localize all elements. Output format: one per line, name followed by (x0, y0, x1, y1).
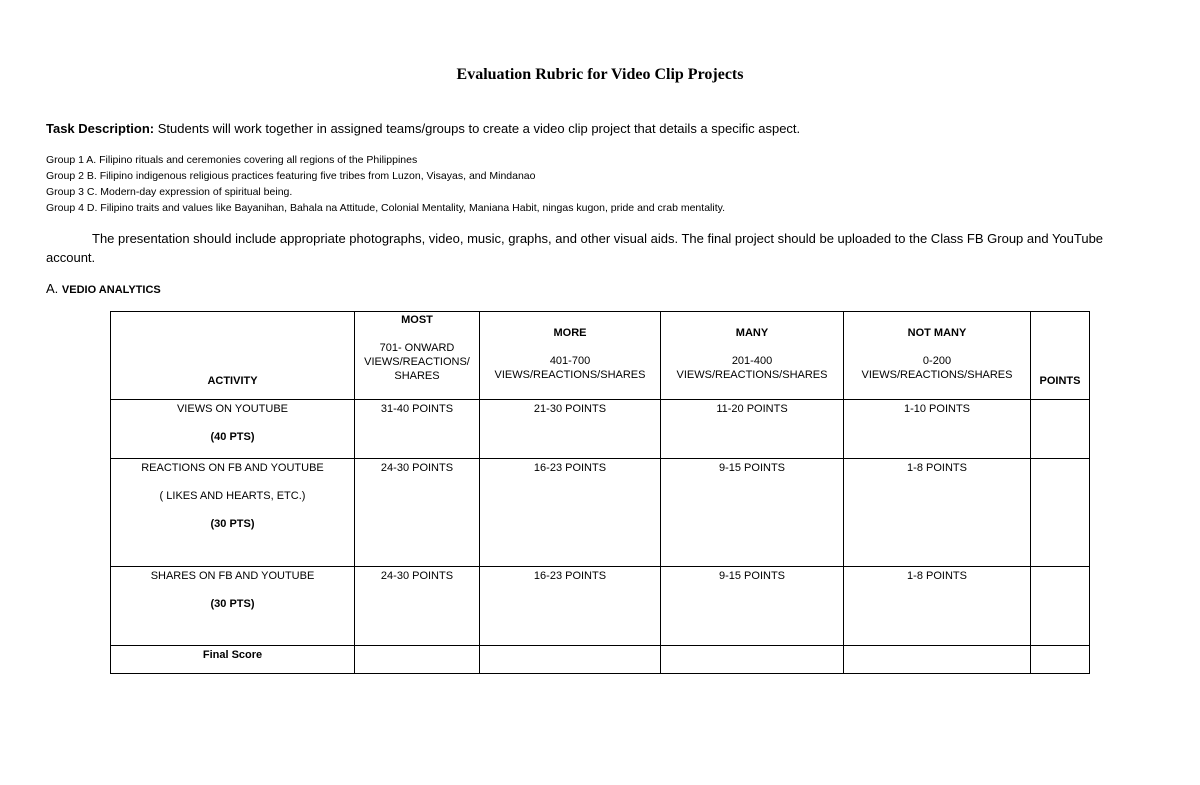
header-points: POINTS (1031, 312, 1090, 400)
group-item: Group 3 C. Modern-day expression of spiritual being. (46, 186, 293, 198)
header-activity: ACTIVITY (111, 312, 355, 400)
activity-points: (40 PTS) (210, 431, 255, 443)
header-most-label: MOST (401, 314, 433, 326)
cell-not-many: 1-8 POINTS (844, 459, 1031, 567)
header-not-many-range: 0-200 (922, 355, 952, 367)
cell-more: 21-30 POINTS (480, 400, 661, 459)
header-not-many-label: NOT MANY (907, 327, 967, 339)
header-more-unit: VIEWS/REACTIONS/SHARES (494, 369, 646, 381)
header-more-label: MORE (553, 327, 587, 339)
page-title: Evaluation Rubric for Video Clip Projects (456, 66, 744, 83)
header-more (480, 312, 661, 400)
cell-empty (480, 646, 661, 674)
group-item: Group 1 A. Filipino rituals and ceremonies covering all regions of the Philippines (46, 154, 418, 166)
section-letter: A. (46, 281, 59, 296)
header-most (355, 312, 480, 400)
cell-empty (661, 646, 844, 674)
activity-label: VIEWS ON YOUTUBE (176, 403, 289, 415)
cell-many: 9-15 POINTS (661, 459, 844, 567)
header-most-unit: VIEWS/REACTIONS/ SHARES (364, 356, 470, 382)
header-many-range: 201-400 (731, 355, 773, 367)
group-item: Group 4 D. Filipino traits and values like Bayanihan, Bahala na Attitude, Colonial Mentality, Maniana Habit, ningas kugon, pride and crab mentality. (46, 202, 725, 214)
activity-label: REACTIONS ON FB AND YOUTUBE (141, 462, 324, 474)
activity-subtext: ( LIKES AND HEARTS, ETC.) (159, 490, 306, 502)
row-activity (111, 400, 355, 459)
activity-label: SHARES ON FB AND YOUTUBE (150, 570, 315, 582)
cell-most: 24-30 POINTS (355, 459, 480, 567)
cell-empty (355, 646, 480, 674)
header-not-many-unit: VIEWS/REACTIONS/SHARES (861, 369, 1013, 381)
task-label: Task Description: (46, 121, 155, 136)
section-heading (46, 281, 161, 296)
table-row (111, 567, 1090, 646)
cell-empty (1031, 646, 1090, 674)
cell-points (1031, 567, 1090, 646)
row-activity (111, 567, 355, 646)
cell-most: 24-30 POINTS (355, 567, 480, 646)
cell-most: 31-40 POINTS (355, 400, 480, 459)
cell-empty (844, 646, 1031, 674)
task-text: Students will work together in assigned teams/groups to create a video clip project that details a specific aspect. (157, 121, 801, 136)
header-many-unit: VIEWS/REACTIONS/SHARES (676, 369, 828, 381)
cell-points (1031, 400, 1090, 459)
final-score-row (111, 646, 1090, 674)
row-activity (111, 459, 355, 567)
task-description (46, 121, 800, 136)
final-score-label: Final Score (111, 646, 355, 674)
table-row (111, 459, 1090, 567)
table-row (111, 400, 1090, 459)
cell-many: 9-15 POINTS (661, 567, 844, 646)
group-item: Group 2 B. Filipino indigenous religious practices featuring five tribes from Luzon, Visayas, and Mindanao (46, 170, 536, 182)
cell-many: 11-20 POINTS (661, 400, 844, 459)
rubric-table (110, 311, 1090, 674)
table-header-row (111, 312, 1090, 400)
header-most-range: 701- ONWARD (379, 342, 455, 354)
activity-points: (30 PTS) (210, 518, 255, 530)
activity-points: (30 PTS) (210, 598, 255, 610)
header-many-label: MANY (735, 327, 769, 339)
header-not-many (844, 312, 1031, 400)
group-list (46, 152, 725, 216)
cell-not-many: 1-10 POINTS (844, 400, 1031, 459)
header-many (661, 312, 844, 400)
cell-more: 16-23 POINTS (480, 459, 661, 567)
cell-not-many: 1-8 POINTS (844, 567, 1031, 646)
cell-points (1031, 459, 1090, 567)
section-title: VEDIO ANALYTICS (61, 284, 161, 296)
presentation-paragraph: The presentation should include appropriate photographs, video, music, graphs, and other visual aids. The final project should be uploaded to the Class FB Group and YouTube account. (46, 231, 1104, 265)
cell-more: 16-23 POINTS (480, 567, 661, 646)
header-more-range: 401-700 (549, 355, 591, 367)
